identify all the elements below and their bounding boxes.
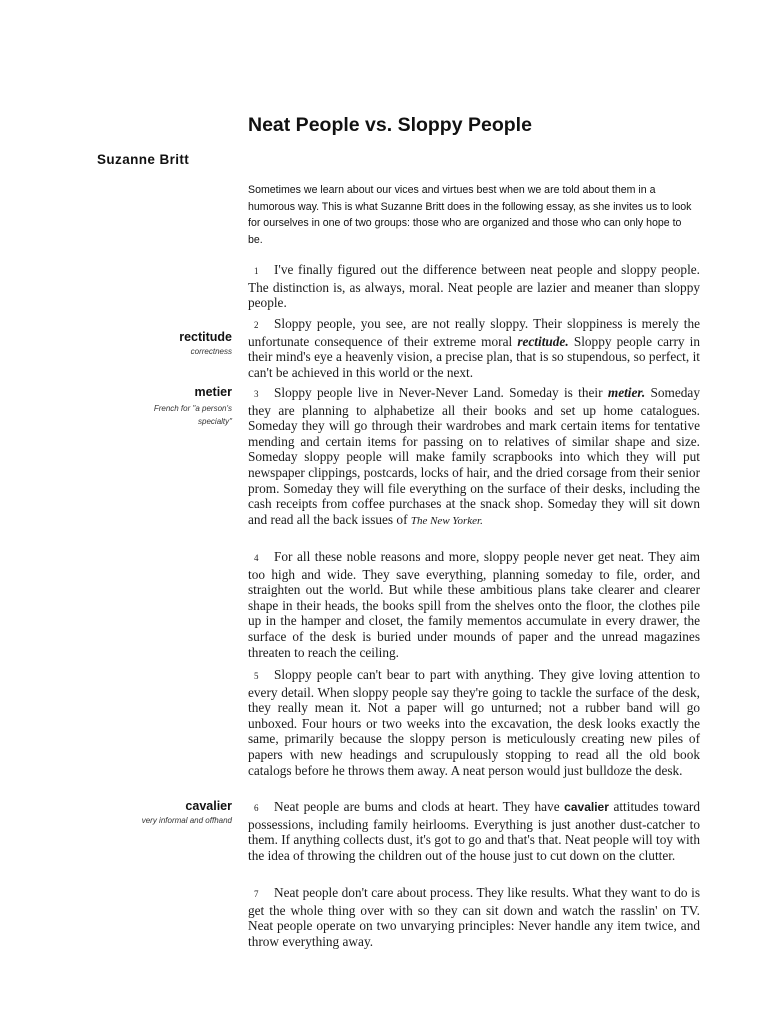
- magazine-title: The New Yorker.: [410, 514, 483, 527]
- paragraph-text: Neat people are bums and clods at heart. They have: [274, 799, 560, 814]
- paragraph-text: I've finally figured out the difference between neat people and sloppy people. The distinction is, as always, moral. Neat people are lazier and meaner than sloppy people.: [248, 262, 700, 311]
- intro-text: Sometimes we learn about our vices and virtues best when we are told about them in a humorous way. This is what Suzanne Britt does in the following essay, as she invites us to look for ourselves in one of two groups: those who are organized and those who can only hope to be.: [248, 184, 692, 246]
- paragraph-6: [248, 799, 700, 863]
- paragraph-1: [248, 262, 700, 311]
- paragraph-number: 6: [254, 803, 259, 813]
- paragraph-text: attitudes toward possessions, including family heirlooms. Everything is just another dust-catcher to them. If anything collects dust, it's got to go and that's that. Neat people will toy with the idea of throwing the children out of the house just to cut down on the clutter.: [248, 799, 701, 863]
- paragraph-5: [248, 667, 700, 778]
- paragraph-number: 7: [254, 889, 259, 899]
- vocab-term: rectitude.: [517, 333, 569, 349]
- paragraph-text: Neat people don't care about process. They like results. What they want to do is get the whole thing over with so they can sit down and watch the rasslin' on TV. Neat people operate on two unvarying principles: Never handle any item twice, and throw everything away.: [248, 885, 700, 949]
- paragraph-text: Sloppy people, you see, are not really sloppy. Their sloppiness is merely the unfortunate consequence of their extreme moral: [248, 316, 700, 349]
- vocab-term: metier.: [607, 385, 646, 400]
- glossary-term: metier: [194, 385, 232, 399]
- vocab-term: cavalier: [564, 800, 609, 814]
- author-name: Suzanne Britt: [97, 152, 190, 167]
- paragraph-text: Sloppy people live in Never-Never Land. Someday is their: [274, 385, 603, 400]
- glossary-term: rectitude: [179, 330, 232, 344]
- paragraph-7: [248, 885, 700, 949]
- essay-title: Neat People vs. Sloppy People: [248, 114, 532, 136]
- paragraph-number: 2: [254, 320, 259, 330]
- paragraph-text: Sloppy people carry in their mind's eye a heavenly vision, a precise plan, that is so stupendous, so perfect, it can't be achieved in this world or the next.: [248, 333, 700, 380]
- paragraph-3: [248, 385, 700, 529]
- glossary-metier: [122, 385, 232, 428]
- glossary-rectitude: [179, 330, 232, 356]
- paragraph-4: [248, 549, 700, 660]
- glossary-definition: correctness: [190, 347, 232, 356]
- paragraph-number: 1: [254, 266, 259, 276]
- paragraph-text: Sloppy people can't bear to part with anything. They give loving attention to every detail. When sloppy people say they're going to tackle the surface of the desk, they really mean it. Not a paper will go unturned; not a rubber band will go unboxed. Four hours or two weeks into the excavation, the desk looks exactly the same, primarily because the sloppy person is meticulously creating new piles of papers with new headings and scrupulously stopping to read all the old book catalogs before he throws them away. A neat person would just bulldoze the desk.: [248, 667, 700, 778]
- paragraph-number: 3: [254, 389, 259, 399]
- paragraph-number: 4: [254, 553, 259, 563]
- paragraph-text: For all these noble reasons and more, sloppy people never get neat. They aim too high and wide. They save everything, planning someday to file, order, and straighten out the world. But while these ambitious plans take clearer and clearer shape in their heads, the books spill from the shelves onto the floor, the clothes pile up in the hamper and closet, the family mementos accumulate in every drawer, the surface of the desk is buried under mounds of paper and the unread magazines threaten to reach the ceiling.: [248, 549, 700, 660]
- paragraph-number: 5: [254, 671, 259, 681]
- glossary-definition: French for "a person's specialty": [153, 404, 232, 426]
- paragraph-2: [248, 316, 700, 380]
- glossary-term: cavalier: [185, 799, 232, 813]
- glossary-definition: very informal and offhand: [141, 816, 232, 825]
- glossary-cavalier: [142, 799, 232, 825]
- paragraph-text: Someday they are planning to alphabetize all their books and set up home catalogues. Someday they will go through their wardrobes and mark certain items for tentative mending and certain items for passing on to relatives of similar shape and size. Someday sloppy people will make family scrapbooks into which they will put newspaper clippings, postcards, locks of hair, and the dried corsage from their senior prom. Someday they will file everything on the surface of their desks, including the cash receipts from coffee purchases at the snack shop. Someday they will sit down and read all the back issues of: [248, 385, 700, 527]
